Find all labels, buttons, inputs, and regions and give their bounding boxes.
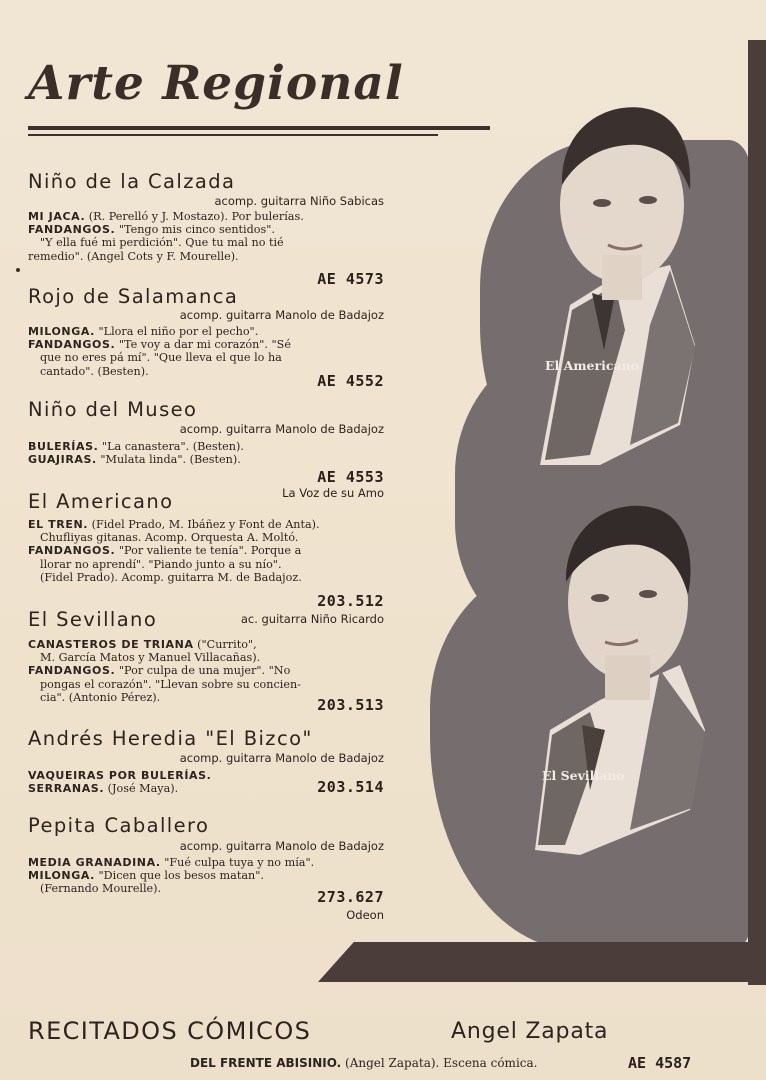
song-title: EL TREN.: [28, 518, 89, 531]
catalog-number: AE 4553: [317, 468, 384, 486]
song-detail: (R. Perelló y J. Mostazo). Por bulerías.: [85, 210, 304, 223]
record-label: La Voz de su Amo: [282, 486, 384, 500]
title-rule: [28, 134, 438, 136]
song-title: FANDANGOS.: [28, 664, 116, 678]
portrait-caption: El Sevillano: [542, 768, 625, 783]
song-detail: pongas el corazón". "Llevan sobre su concien-: [40, 677, 301, 691]
song-detail: (Fidel Prado). Acomp. guitarra M. de Badajoz.: [40, 570, 302, 584]
song-detail: "Por valiente te tenía". Porque a: [115, 544, 302, 558]
section-author: Angel Zapata: [451, 1019, 609, 1044]
artist-name: Andrés Heredia "El Bizco": [28, 727, 313, 750]
catalog-number: 203.514: [317, 778, 384, 796]
song-detail: (Fernando Mourelle).: [40, 882, 162, 896]
record-entry: [28, 814, 384, 924]
record-label: Odeon: [346, 908, 384, 922]
accompaniment: acomp. guitarra Manolo de Badajoz: [179, 422, 384, 436]
song-detail: cantado". (Besten).: [40, 364, 149, 378]
song-detail: "Mulata linda". (Besten).: [96, 453, 241, 467]
artist-name: Pepita Caballero: [28, 814, 210, 837]
record-entry: [28, 608, 384, 718]
record-entry: [28, 490, 384, 615]
song-detail: (Fidel Prado, M. Ibáñez y Font de Anta).: [88, 518, 320, 531]
song-detail: "Llora el niño por el pecho".: [94, 325, 259, 338]
song-title: FANDANGOS.: [28, 544, 116, 558]
song-detail: Chufliyas gitanas. Acomp. Orquesta A. Moltó.: [40, 531, 299, 545]
song-title: MEDIA GRANADINA.: [28, 856, 161, 869]
song-title: BULERÍAS.: [28, 440, 99, 453]
record-entry: [28, 727, 384, 802]
catalog-number: AE 4587: [628, 1054, 692, 1072]
song-detail: "Fué culpa tuya y no mía".: [160, 856, 315, 869]
artist-name: Niño del Museo: [28, 398, 198, 421]
song-detail: llorar no aprendí". "Piando junto a su nío".: [40, 557, 282, 571]
catalog-number: 203.513: [317, 696, 384, 714]
song-detail: remedio". (Angel Cots y F. Mourelle).: [28, 249, 239, 263]
catalog-number: 273.627: [317, 888, 384, 906]
artist-name: Rojo de Salamanca: [28, 285, 239, 308]
song-title: SERRANAS.: [28, 782, 105, 796]
record-entry: [28, 398, 384, 498]
accompaniment: acomp. guitarra Manolo de Badajoz: [179, 751, 384, 765]
song-detail: (José Maya).: [104, 782, 179, 796]
record-entry: [28, 285, 384, 395]
margin-dot: [16, 268, 20, 272]
catalog-number: AE 4573: [317, 270, 384, 288]
song-title: FANDANGOS.: [28, 223, 116, 237]
portrait-caption: El Americano: [545, 358, 639, 373]
song-detail: ("Currito",: [193, 638, 257, 651]
song-detail: (Angel Zapata). Escena cómica.: [341, 1056, 538, 1070]
artist-name: El Americano: [28, 490, 174, 513]
title-rule: [28, 126, 490, 130]
song-detail: cia". (Antonio Pérez).: [40, 690, 161, 704]
record-entry: [28, 170, 384, 292]
accompaniment: ac. guitarra Niño Ricardo: [240, 612, 384, 626]
decorative-frame-vertical: [748, 40, 766, 985]
song-detail: "Tengo mis cinco sentidos".: [115, 223, 275, 237]
section-heading: RECITADOS CÓMICOS: [28, 1017, 312, 1045]
artist-name: Niño de la Calzada: [28, 170, 236, 193]
catalog-number: 203.512: [317, 592, 384, 610]
catalog-number: AE 4552: [317, 372, 384, 390]
song-detail: que no eres pá mí". "Que lleva el que lo ha: [40, 351, 282, 365]
song-detail: "Dicen que los besos matan".: [94, 869, 264, 883]
page-title: Arte Regional: [28, 56, 404, 111]
song-title: MILONGA.: [28, 869, 95, 883]
decorative-frame-horizontal: [318, 942, 766, 982]
song-detail: "Te voy a dar mi corazón". "Sé: [115, 338, 291, 352]
song-title: MILONGA.: [28, 325, 95, 338]
song-title: DEL FRENTE ABISINIO.: [190, 1056, 342, 1070]
artist-name: El Sevillano: [28, 608, 158, 631]
song-detail: "La canastera". (Besten).: [98, 440, 244, 453]
song-title: FANDANGOS.: [28, 338, 116, 352]
song-title: MI JACA.: [28, 210, 86, 223]
accompaniment: acomp. guitarra Manolo de Badajoz: [179, 839, 384, 853]
song-detail: "Y ella fué mi perdición". Que tu mal no tié: [40, 236, 284, 250]
song-detail: "Por culpa de una mujer". "No: [115, 664, 291, 678]
portrait-el-sevillano: [520, 490, 720, 860]
song-title: GUAJIRAS.: [28, 453, 97, 467]
portrait-el-americano: [530, 95, 710, 475]
song-detail: M. García Matos y Manuel Villacañas).: [40, 651, 261, 665]
accompaniment: acomp. guitarra Manolo de Badajoz: [179, 308, 384, 322]
recitado-line: [190, 1056, 537, 1070]
song-title: CANASTEROS DE TRIANA: [28, 638, 194, 651]
song-title: VAQUEIRAS POR BULERÍAS.: [28, 769, 212, 782]
accompaniment: acomp. guitarra Niño Sabicas: [214, 194, 384, 208]
